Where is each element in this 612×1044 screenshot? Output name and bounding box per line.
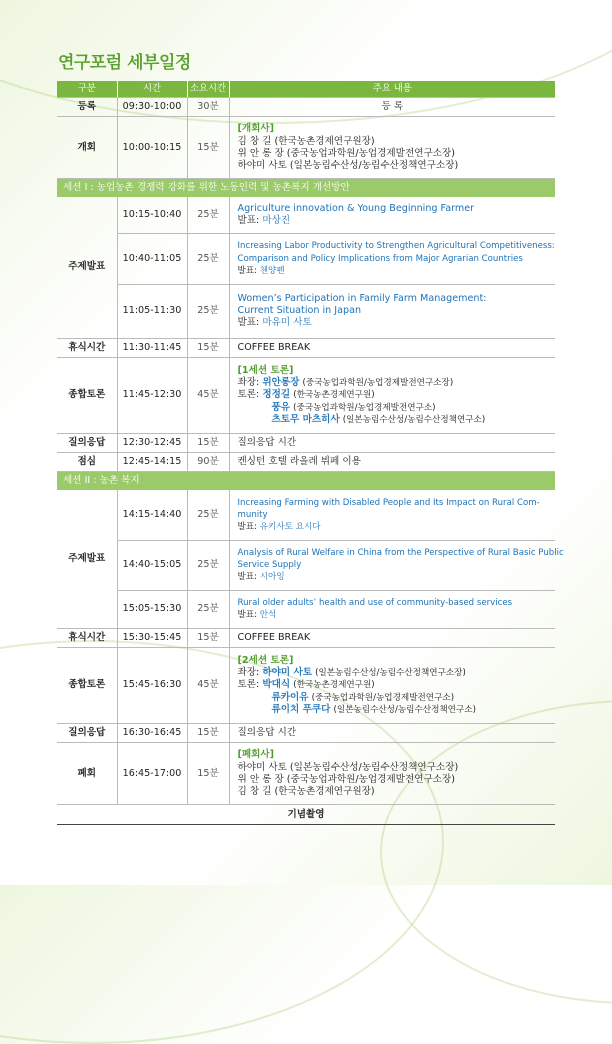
- row-category: 주제발표: [57, 197, 117, 338]
- presentation-title: munity: [237, 509, 268, 520]
- session-header: [57, 179, 555, 198]
- row-time: 11:30-11:45: [117, 338, 187, 357]
- header-content: 주요 내용: [229, 81, 555, 98]
- row-content: 질의응답 시간: [229, 724, 555, 743]
- panelist-name: 츠토무 마츠히사: [271, 413, 340, 425]
- row-content: 켄싱턴 호텔 라올레 뷔페 이용: [229, 453, 555, 472]
- row-duration: 45분: [187, 357, 229, 433]
- opening-speaker: 하야미 사토 (일본농림수산성/농림수산정책연구소장): [237, 159, 459, 171]
- row-time: 15:05-15:30: [117, 590, 187, 628]
- table-row: [57, 338, 555, 357]
- presenter-label: 발표:: [237, 317, 260, 329]
- row-duration: 15분: [187, 338, 229, 357]
- row-content: 등 록: [229, 98, 555, 117]
- row-duration: 15분: [187, 724, 229, 743]
- table-row: [57, 724, 555, 743]
- row-content: [229, 233, 555, 284]
- panelist-affiliation: (중국농업과학원/농업경제발전연구소): [293, 402, 436, 413]
- row-duration: 25분: [187, 490, 229, 540]
- row-time: 16:30-16:45: [117, 724, 187, 743]
- chair-affiliation: (일본농림수산성/농림수산정책연구소장): [315, 668, 466, 679]
- discussion-heading: [2세션 토론]: [237, 655, 294, 666]
- session-title: 세션 II : 농촌 복지: [57, 472, 555, 491]
- presentation-title: Women’s Participation in Family Farm Management:: [237, 292, 487, 304]
- table-row: [57, 433, 555, 452]
- presentation-title: Rural older adults’ health and use of community-based services: [237, 598, 513, 609]
- row-category: 질의응답: [57, 433, 117, 452]
- page-title: 연구포럼 세부일정: [58, 53, 191, 73]
- table-row: [57, 357, 555, 433]
- presentation-title: Current Situation in Japan: [237, 305, 362, 317]
- table-row: [57, 805, 555, 825]
- table-row: [57, 590, 555, 628]
- row-time: 14:40-15:05: [117, 540, 187, 590]
- row-content: [229, 743, 555, 805]
- chair-label: 좌장:: [237, 667, 260, 679]
- row-time: 10:40-11:05: [117, 233, 187, 284]
- row-duration: 25분: [187, 540, 229, 590]
- closing-speaker: 위 안 롱 장 (중국농업과학원/농업경제발전연구소장): [237, 773, 456, 785]
- discussion-heading: [1세션 토론]: [237, 364, 294, 376]
- panelist-affiliation: (일본농림수산성/농림수산정책연구소): [333, 704, 476, 715]
- row-duration: 25분: [187, 284, 229, 338]
- row-time: 16:45-17:00: [117, 743, 187, 805]
- session-title: 세션 I : 농업농촌 경쟁력 강화를 위한 노동인력 및 농촌복지 개선방안: [57, 179, 555, 198]
- row-time: 11:05-11:30: [117, 284, 187, 338]
- row-category: 개회: [57, 117, 117, 179]
- row-content: [229, 117, 555, 179]
- presentation-title: Comparison and Policy Implications from Major Agrarian Countries: [237, 253, 523, 264]
- closing-heading: [폐회사]: [237, 749, 275, 761]
- closing-speaker: 김 창 길 (한국농촌경제연구원장): [237, 785, 375, 797]
- row-content: 질의응답 시간: [229, 433, 555, 452]
- closing-speaker: 하야미 사토 (일본농림수산성/농림수산정책연구소장): [237, 761, 459, 773]
- header-time: 시간: [117, 81, 187, 98]
- table-row: [57, 98, 555, 117]
- row-content: COFFEE BREAK: [229, 338, 555, 357]
- table-row: [57, 453, 555, 472]
- chair-affiliation: (중국농업과학원/농업경제발전연구소장): [302, 378, 454, 389]
- row-duration: 30분: [187, 98, 229, 117]
- row-duration: 25분: [187, 197, 229, 233]
- presentation-title: Service Supply: [237, 560, 302, 571]
- row-duration: 15분: [187, 743, 229, 805]
- panelist-name: 정정길: [262, 389, 291, 401]
- row-duration: 25분: [187, 233, 229, 284]
- row-content: [229, 490, 555, 540]
- row-content: [229, 590, 555, 628]
- panelist-name: 풍유: [271, 401, 291, 413]
- row-duration: 25분: [187, 590, 229, 628]
- panel-label: 토론:: [237, 389, 260, 401]
- row-category: 주제발표: [57, 490, 117, 628]
- photo-session: 기념촬영: [57, 805, 555, 825]
- panelist-name: 박대식: [262, 679, 291, 691]
- presentation-title: Increasing Labor Productivity to Strengthen Agricultural Competitiveness:: [237, 241, 555, 252]
- presenter-label: 발표:: [237, 265, 257, 276]
- presenter-name: 안석: [259, 610, 277, 621]
- table-row: [57, 233, 555, 284]
- row-category: 질의응답: [57, 724, 117, 743]
- opening-heading: [개회사]: [237, 123, 275, 135]
- table-header-row: [57, 81, 555, 98]
- row-time: 09:30-10:00: [117, 98, 187, 117]
- session-header: [57, 472, 555, 491]
- row-time: 14:15-14:40: [117, 490, 187, 540]
- opening-speaker: 김 창 길 (한국농촌경제연구원장): [237, 135, 375, 147]
- presenter-name: 유키사토 요시다: [259, 522, 321, 533]
- header-category: 구분: [57, 81, 117, 98]
- row-time: 15:45-16:30: [117, 648, 187, 724]
- row-time: 12:45-14:15: [117, 453, 187, 472]
- table-row: [57, 628, 555, 647]
- row-duration: 15분: [187, 628, 229, 647]
- row-category: 휴식시간: [57, 338, 117, 357]
- presenter-name: 시아잉: [259, 572, 285, 583]
- presenter-name: 마상진: [262, 214, 291, 226]
- panelist-affiliation: (한국농촌경제연구원): [293, 680, 375, 691]
- panelist-name: 류카이유: [271, 691, 309, 703]
- table-row: [57, 743, 555, 805]
- panelist-name: 류이치 푸쿠다: [271, 703, 331, 715]
- row-time: 12:30-12:45: [117, 433, 187, 452]
- row-category: 휴식시간: [57, 628, 117, 647]
- row-category: 점심: [57, 453, 117, 472]
- row-content: COFFEE BREAK: [229, 628, 555, 647]
- row-category: 종합토론: [57, 357, 117, 433]
- panelist-affiliation: (일본농림수산성/농림수산정책연구소): [342, 414, 486, 425]
- row-category: 폐회: [57, 743, 117, 805]
- table-row: [57, 284, 555, 338]
- presentation-title: Analysis of Rural Welfare in China from the Perspective of Rural Basic Public: [237, 548, 564, 558]
- row-duration: 15분: [187, 433, 229, 452]
- table-row: [57, 648, 555, 724]
- row-time: 10:00-10:15: [117, 117, 187, 179]
- table-row: [57, 197, 555, 233]
- row-duration: 90분: [187, 453, 229, 472]
- row-category: 등록: [57, 98, 117, 117]
- chair-name: 위안롱장: [262, 377, 300, 389]
- panelist-affiliation: (한국농촌경제연구원): [293, 390, 375, 401]
- table-row: [57, 117, 555, 179]
- row-duration: 45분: [187, 648, 229, 724]
- row-content: [229, 284, 555, 338]
- schedule-table: [57, 81, 564, 825]
- opening-speaker: 위 안 롱 장 (중국농업과학원/농업경제발전연구소장): [237, 147, 456, 159]
- presenter-label: 발표:: [237, 522, 257, 533]
- row-time: 11:45-12:30: [117, 357, 187, 433]
- presenter-label: 발표:: [237, 572, 257, 583]
- header-duration: 소요시간: [187, 81, 229, 98]
- presenter-name: 마유미 사토: [262, 317, 312, 329]
- row-time: 15:30-15:45: [117, 628, 187, 647]
- row-time: 10:15-10:40: [117, 197, 187, 233]
- row-content: [229, 648, 555, 724]
- presentation-title: Agriculture innovation & Young Beginning Farmer: [237, 202, 475, 214]
- presenter-label: 발표:: [237, 610, 257, 621]
- presenter-label: 발표:: [237, 214, 260, 226]
- row-duration: 15분: [187, 117, 229, 179]
- row-content: [229, 357, 555, 433]
- row-category: 종합토론: [57, 648, 117, 724]
- row-content: [229, 540, 564, 590]
- chair-label: 좌장:: [237, 377, 260, 389]
- table-row: [57, 490, 555, 540]
- presentation-title: Increasing Farming with Disabled People and Its Impact on Rural Com-: [237, 497, 540, 508]
- chair-name: 하야미 사토: [262, 667, 313, 679]
- panel-label: 토론:: [237, 679, 260, 691]
- table-row: [57, 540, 555, 590]
- presenter-name: 첸양펜: [259, 265, 285, 276]
- row-content: [229, 197, 555, 233]
- panelist-affiliation: (중국농업과학원/농업경제발전연구소): [311, 692, 455, 703]
